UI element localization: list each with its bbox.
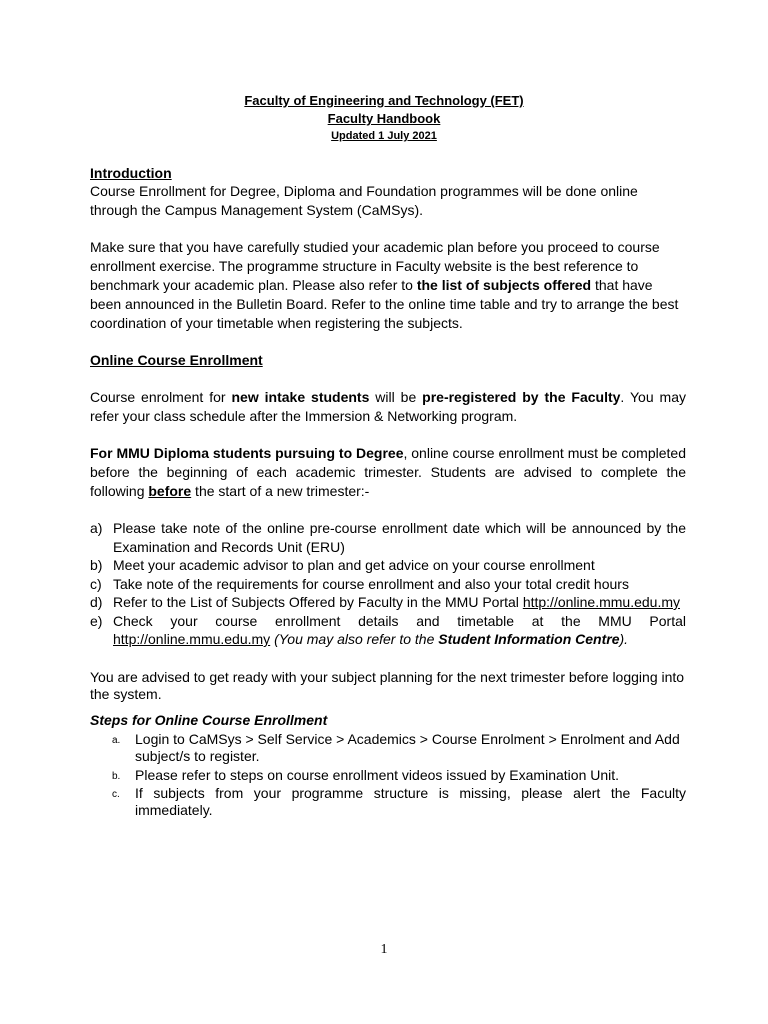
mmu-portal-link[interactable]: http://online.mmu.edu.my (522, 594, 680, 610)
intro-paragraph-1: Course Enrollment for Degree, Diploma and Foundation programmes will be done online through the Campus Management System (CaMSys). (90, 183, 638, 218)
step-item: b. Please refer to steps on course enrollment videos issued by Examination Unit. (112, 766, 620, 783)
preparation-list (90, 519, 686, 649)
list-item: b) Meet your academic advisor to plan and get advice on your course enrollment (90, 557, 595, 573)
diploma-paragraph: For MMU Diploma students pursuing to Degree, online course enrollment must be completed before the beginning of each academic trimester. Students are advised to complete the following before the start of a new trimester:- (90, 445, 686, 499)
new-intake-paragraph: Course enrolment for new intake students will be pre-registered by the Faculty. You may refer your class schedule after the Immersion & Networking program. (90, 389, 686, 424)
document-subtitle: Faculty Handbook (327, 111, 441, 126)
mmu-portal-link[interactable]: http://online.mmu.edu.my (113, 631, 271, 647)
advice-paragraph: You are advised to get ready with your subject planning for the next trimester before logging into the system. (90, 669, 685, 702)
intro-heading: Introduction (90, 165, 172, 181)
online-enrollment-heading: Online Course Enrollment (90, 352, 263, 368)
subjects-offered-emphasis: the list of subjects offered (416, 277, 592, 293)
intro-paragraph-2: Make sure that you have carefully studied your academic plan before you proceed to course enrollment exercise. The programme structure in Faculty website is the best reference to benchmark your academic plan. Please also refer to the list of subjects offered that have been announced in the Bulletin Board. Refer to the online time table and try to arrange the best coordination of your timetable when registering the subjects. (90, 239, 679, 331)
list-item: d) Refer to the List of Subjects Offered by Faculty in the MMU Portal http://online.mmu.edu.my (90, 594, 680, 610)
list-item: e) Check your course enrollment details and timetable at the MMU Portal http://online.mmu.edu.my (You may also refer to the Student Information Centre). (90, 612, 686, 647)
step-item: a. Login to CaMSys > Self Service > Academics > Course Enrolment > Enrolment and Add subject/s to register. (112, 731, 680, 764)
steps-title: Steps for Online Course Enrollment (90, 712, 328, 728)
list-item: c) Take note of the requirements for course enrollment and also your total credit hours (90, 575, 629, 592)
updated-date: Updated 1 July 2021 (331, 130, 437, 142)
page-number: 1 (380, 942, 388, 957)
steps-list (112, 731, 686, 821)
step-item: c. If subjects from your programme structure is missing, please alert the Faculty immediately. (112, 785, 686, 818)
list-item: a) Please take note of the online pre-course enrollment date which will be announced by the Examination and Records Unit (ERU) (90, 520, 686, 555)
document-title: Faculty of Engineering and Technology (FET) (244, 93, 524, 108)
